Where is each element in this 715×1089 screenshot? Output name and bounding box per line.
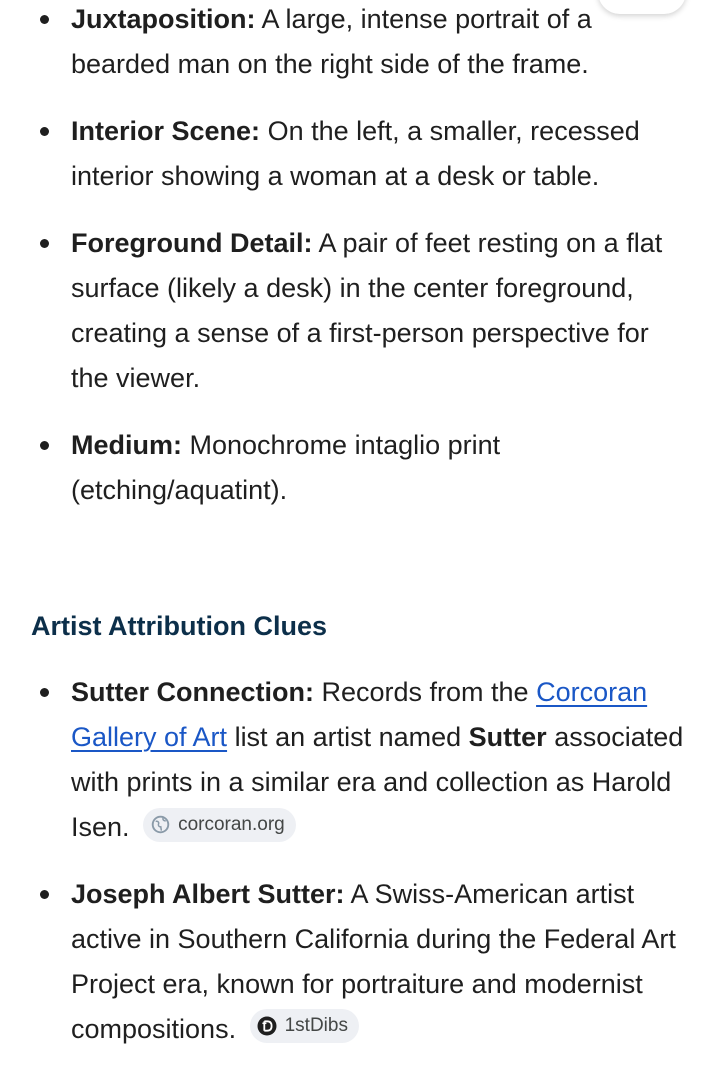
list-item-foreground-detail — [0, 221, 715, 401]
item-text: Monochrome intaglio print (etching/aquatint). — [71, 430, 501, 505]
item-text: A pair of feet resting on a flat surface (likely a desk) in the center foreground, creating a sense of a first-person perspective for the viewer. — [71, 228, 663, 393]
bullet — [40, 15, 49, 24]
bullet — [40, 239, 49, 248]
attribution-list — [0, 670, 715, 1052]
item-term: Juxtaposition: — [71, 4, 256, 34]
item-text: associated with prints in a similar era and collection as Harold Isen. — [71, 722, 684, 842]
bullet — [40, 127, 49, 136]
list-item-sutter-connection — [0, 670, 715, 850]
item-text: A Swiss-American artist active in Southern California during the Federal Art Project era, known for portraiture and modernist compositions. — [71, 879, 676, 1044]
item-text: On the left, a smaller, recessed interior showing a woman at a desk or table. — [71, 116, 640, 191]
item-text: list an artist named — [227, 722, 469, 752]
artist-name: Sutter — [468, 722, 547, 752]
item-term: Sutter Connection: — [71, 677, 314, 707]
list-item-medium — [0, 423, 715, 513]
item-text: A large, intense portrait of a bearded man on the right side of the frame. — [71, 4, 592, 79]
list-item-juxtaposition — [0, 0, 715, 87]
source-chip-label: 1stDibs — [284, 1015, 348, 1036]
composition-list — [0, 0, 715, 513]
source-chip-1stdibs[interactable] — [250, 1009, 359, 1043]
corcoran-gallery-link[interactable]: Corcoran Gallery of Art — [71, 677, 648, 752]
item-term: Joseph Albert Sutter: — [71, 879, 345, 909]
bullet — [40, 890, 49, 899]
bullet — [40, 441, 49, 450]
item-text: Records from the — [314, 677, 537, 707]
item-term: Foreground Detail: — [71, 228, 313, 258]
item-term: Interior Scene: — [71, 116, 261, 146]
item-term: Medium: — [71, 430, 182, 460]
list-item-interior-scene — [0, 109, 715, 199]
1stdibs-logo-icon — [257, 1016, 277, 1036]
bullet — [40, 688, 49, 697]
globe-icon — [150, 815, 170, 835]
source-chip-label: corcoran.org — [178, 813, 285, 835]
list-item-joseph-albert-sutter — [0, 872, 715, 1052]
section-heading: Artist Attribution Clues — [31, 611, 327, 641]
source-chip-corcoran[interactable] — [143, 808, 296, 842]
